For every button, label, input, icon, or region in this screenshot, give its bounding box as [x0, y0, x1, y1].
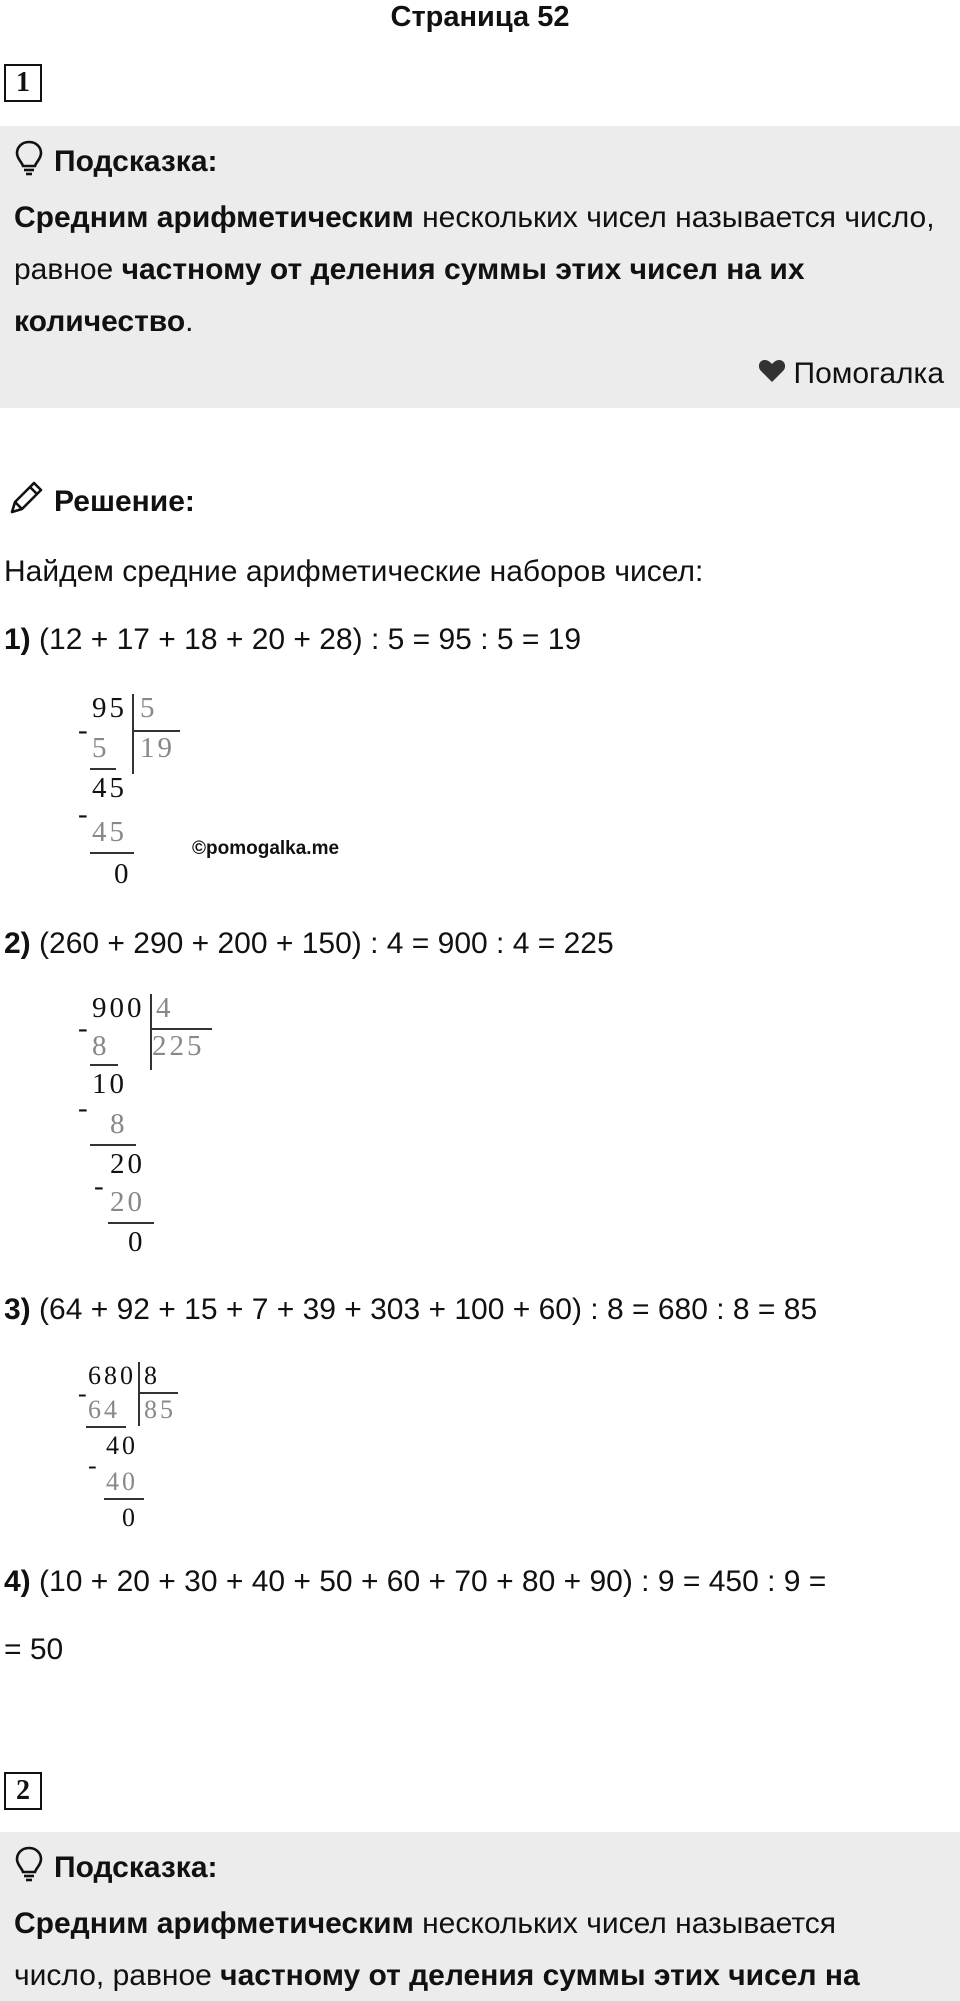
hint-text-part: нескольких чисел называется [413, 1907, 836, 1940]
item-expression: (12 + 17 + 18 + 20 + 28) : 5 = 95 : 5 = 19 [30, 623, 582, 656]
quotient: 85 [144, 1395, 176, 1424]
hint-term: Средним арифметическим [14, 201, 414, 234]
hint-term: Средним арифметическим [14, 1907, 414, 1940]
solution-item [4, 1562, 826, 1602]
quotient: 19 [140, 732, 175, 764]
solution-item [4, 1290, 817, 1330]
hint-box [0, 126, 960, 408]
dividend: 95 [92, 692, 127, 724]
solution-heading-text: Решение: [54, 485, 195, 518]
minus-sign: - [78, 1012, 91, 1044]
minus-sign: - [88, 1451, 100, 1480]
hint-box [0, 1832, 960, 2001]
brand-line [14, 348, 946, 400]
hint-heading-text: Подсказка: [54, 1851, 218, 1884]
solution-item [4, 620, 581, 660]
step-line [90, 1144, 136, 1146]
hint-definition: частному от деления суммы этих чисел на их количество [14, 253, 805, 338]
division-bar [132, 694, 134, 774]
step: 20 [110, 1186, 145, 1218]
solution-item [4, 924, 614, 964]
minus-sign: - [78, 798, 91, 830]
divisor: 5 [140, 692, 158, 724]
step-line [86, 1426, 126, 1428]
step-line [108, 1222, 154, 1224]
quotient: 225 [152, 1030, 205, 1062]
division-bar [138, 1362, 140, 1426]
step: 8 [110, 1108, 128, 1140]
task-number: 2 [4, 1772, 42, 1810]
step: 10 [92, 1068, 127, 1100]
divisor: 8 [144, 1361, 160, 1390]
solution-heading [6, 478, 195, 526]
step: 45 [92, 772, 127, 804]
long-division [78, 1360, 218, 1540]
hint-text [14, 1894, 946, 2001]
long-division [78, 992, 238, 1262]
step: 40 [106, 1467, 138, 1496]
dividend: 900 [92, 992, 145, 1024]
step: 64 [88, 1395, 120, 1424]
lightbulb-icon [14, 139, 54, 185]
step: 45 [92, 816, 127, 848]
hint-text-part: число, равное [14, 1959, 221, 1992]
brand-name[interactable]: Помогалка [793, 357, 944, 390]
minus-sign: - [94, 1170, 107, 1202]
divisor: 4 [156, 992, 174, 1024]
item-expression: (10 + 20 + 30 + 40 + 50 + 60 + 70 + 80 + 90) : 9 = 450 : 9 = [30, 1565, 827, 1598]
step-line [104, 1498, 144, 1500]
remainder: 0 [122, 1503, 138, 1532]
minus-sign: - [78, 1379, 90, 1408]
step: 20 [110, 1148, 145, 1180]
step: 8 [92, 1030, 110, 1062]
hint-text-part: нескольких чисел называется число, равное [14, 201, 935, 286]
solution-item-continued: = 50 [4, 1633, 64, 1666]
item-expression: (260 + 290 + 200 + 150) : 4 = 900 : 4 = 225 [30, 927, 614, 960]
task-number: 1 [4, 64, 42, 102]
pencil-icon [6, 478, 54, 526]
heart-icon [758, 348, 794, 400]
remainder: 0 [128, 1226, 146, 1258]
minus-sign: - [78, 1092, 91, 1124]
hint-heading [14, 136, 946, 188]
page-title: Страница 52 [390, 1, 570, 33]
item-label: 1) [4, 623, 31, 656]
step-line [90, 768, 116, 770]
hint-definition: частному от деления суммы этих чисел на [220, 1959, 860, 1992]
item-label: 4) [4, 1565, 31, 1598]
hint-text [14, 188, 946, 348]
long-division [78, 692, 198, 892]
hint-text-end: . [185, 305, 194, 338]
item-label: 2) [4, 927, 31, 960]
step: 40 [106, 1431, 138, 1460]
hint-heading [14, 1842, 946, 1894]
step: 5 [92, 732, 110, 764]
hint-heading-text: Подсказка: [54, 145, 218, 178]
watermark: ©pomogalka.me [192, 838, 340, 859]
lightbulb-icon [14, 1845, 54, 1891]
step-line [90, 1064, 118, 1066]
minus-sign: - [78, 714, 91, 746]
remainder: 0 [114, 858, 132, 890]
item-expression: (64 + 92 + 15 + 7 + 39 + 303 + 100 + 60) : 8 = 680 : 8 = 85 [30, 1293, 818, 1326]
step-line [90, 852, 134, 854]
dividend: 680 [88, 1361, 136, 1390]
solution-intro: Найдем средние арифметические наборов чисел: [4, 555, 704, 588]
item-label: 3) [4, 1293, 31, 1326]
